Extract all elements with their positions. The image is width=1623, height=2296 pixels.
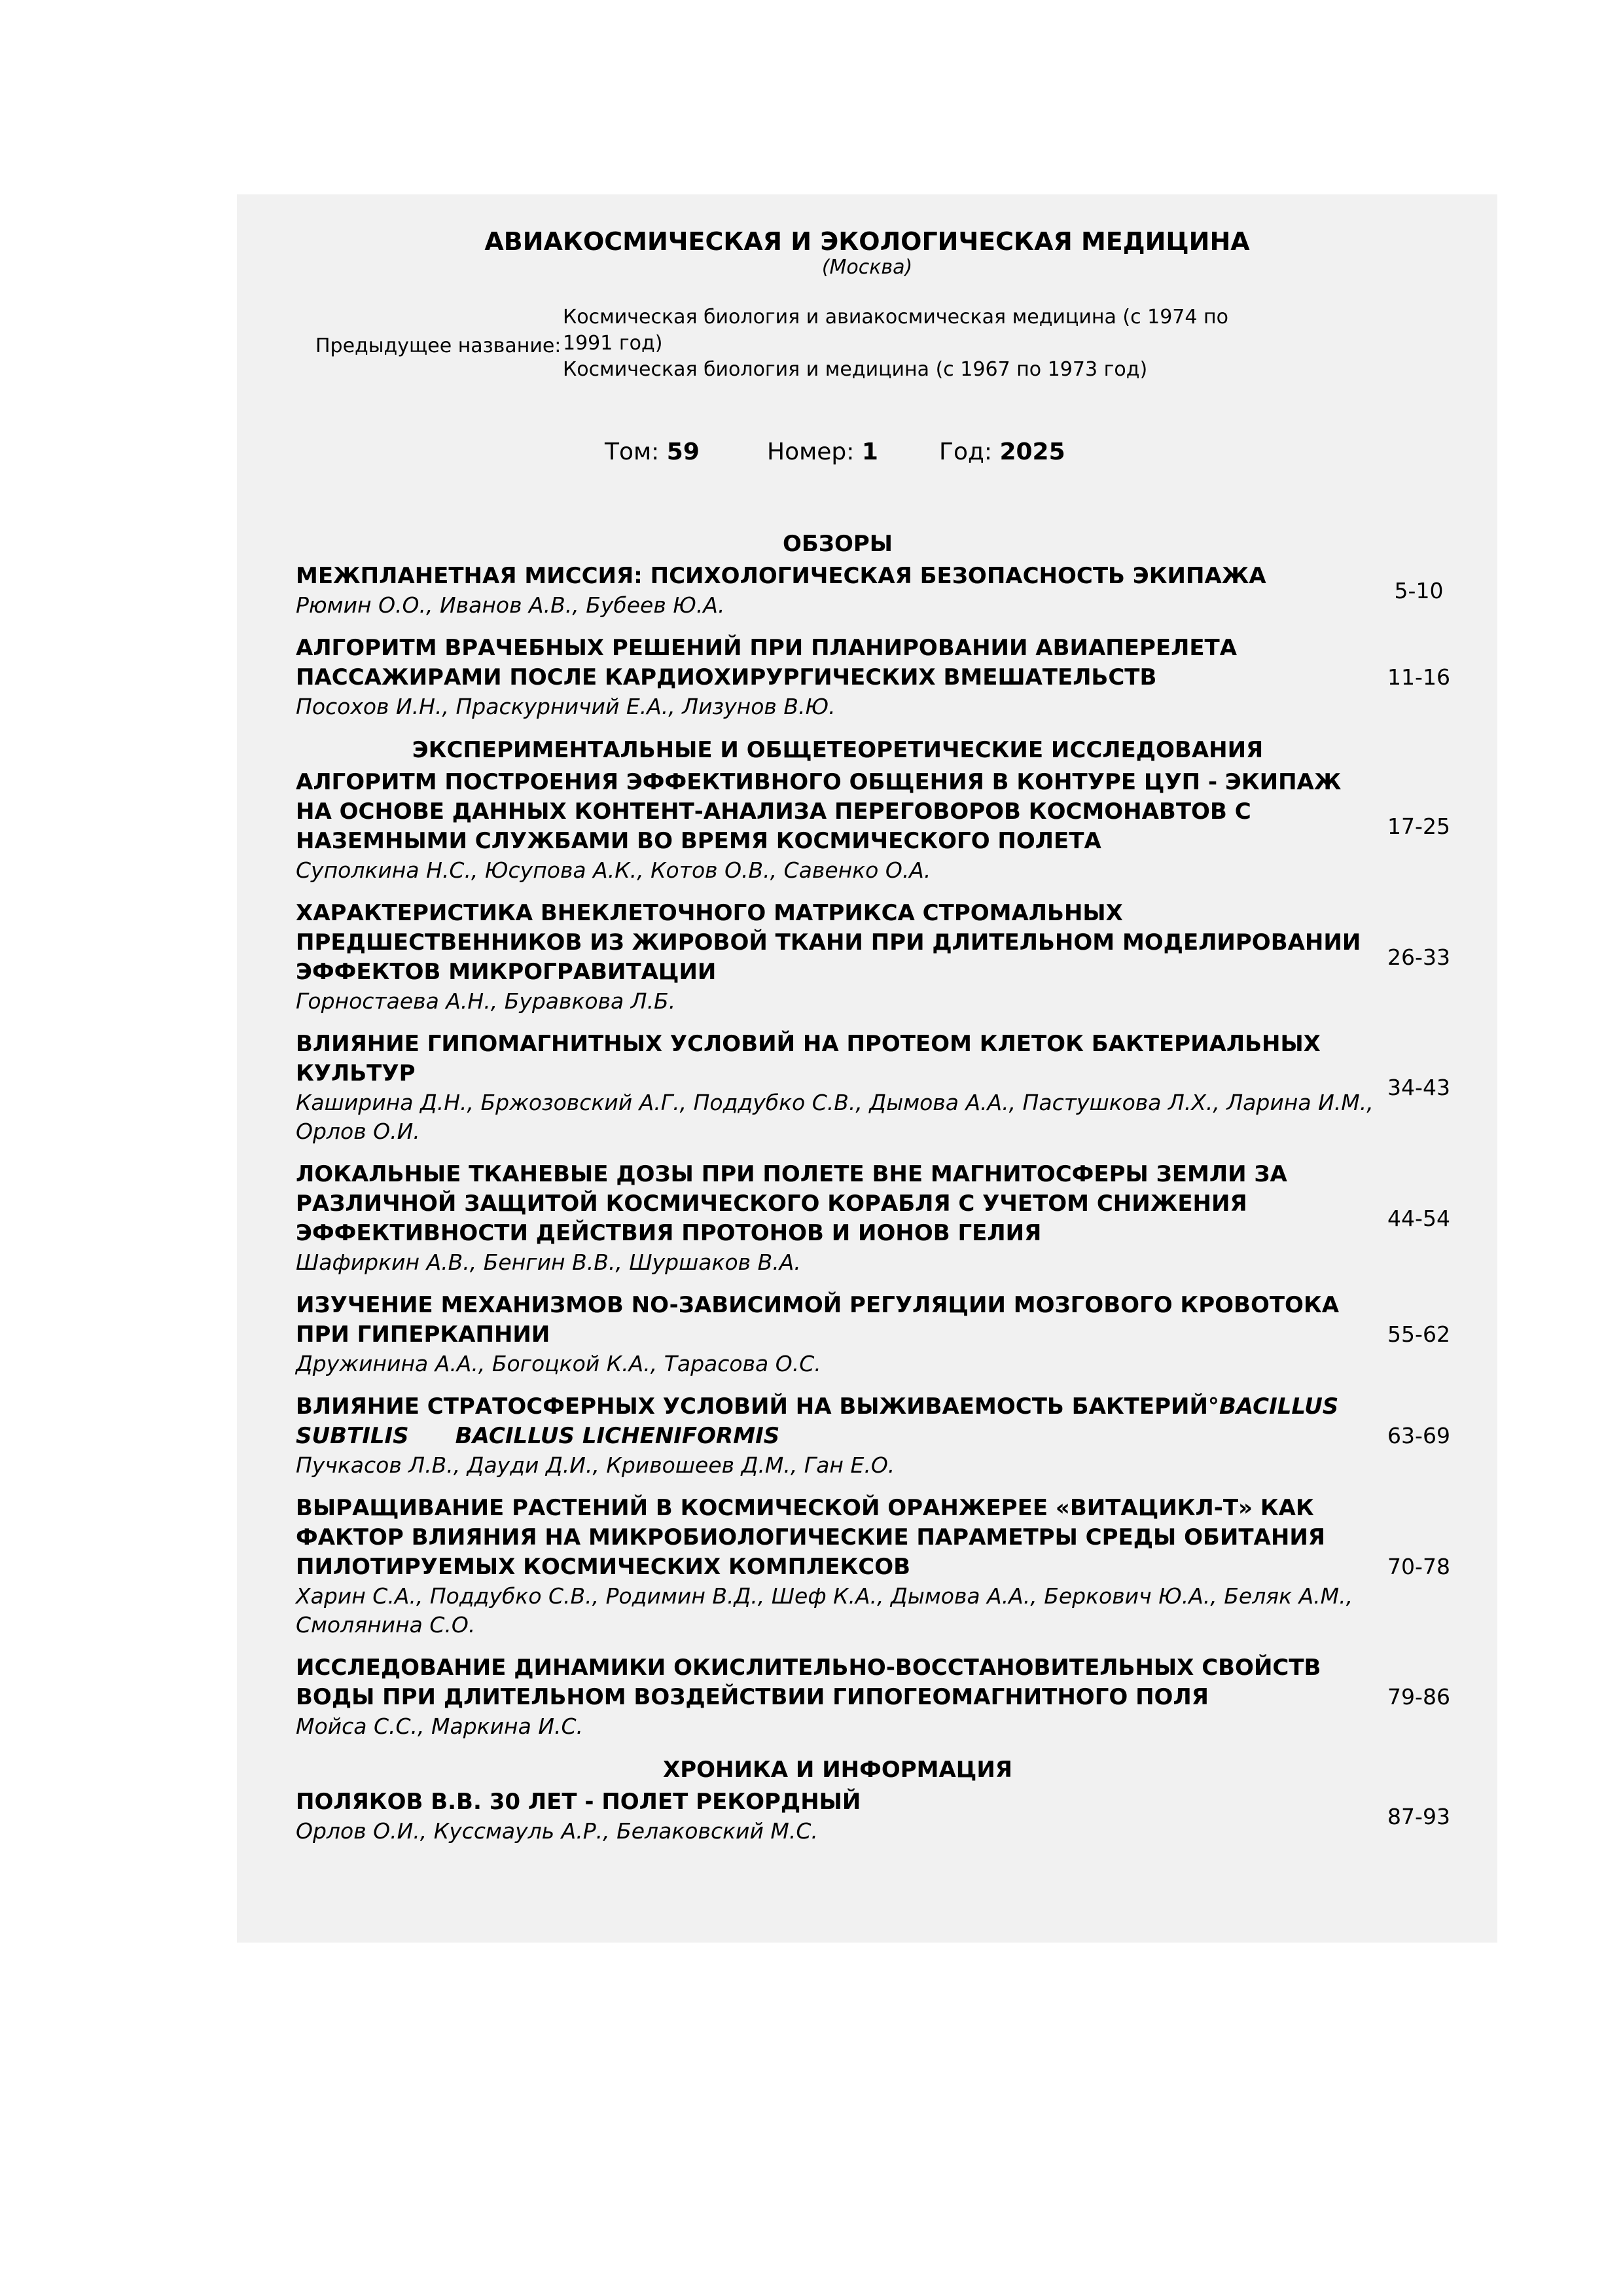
article-pages: 44-54 <box>1387 1205 1450 1231</box>
article-entry <box>296 1030 1458 1146</box>
section-heading: ОБЗОРЫ <box>782 531 893 557</box>
table-of-contents <box>296 529 1458 1859</box>
article-text <box>296 634 1380 721</box>
issue-year-label: Год: <box>939 439 992 465</box>
article-pages: 79-86 <box>1387 1684 1450 1710</box>
article-title-link[interactable] <box>296 634 1380 692</box>
volume-label: Том: <box>605 439 660 465</box>
article-text <box>296 1030 1380 1146</box>
article-entry <box>296 562 1458 620</box>
article-authors: Пучкасов Л.В., Дауди Д.И., Кривошеев Д.М., Ган Е.О. <box>296 1452 895 1478</box>
article-title-link[interactable] <box>296 1160 1380 1248</box>
section-heading: ХРОНИКА И ИНФОРМАЦИЯ <box>663 1757 1012 1783</box>
article-title-link[interactable] <box>296 1030 1380 1088</box>
article-pages: 55-62 <box>1387 1321 1450 1347</box>
article-text <box>296 1494 1380 1640</box>
article-title: ХАРАКТЕРИСТИКА ВНЕКЛЕТОЧНОГО МАТРИКСА СТРОМАЛЬНЫХ ПРЕДШЕСТВЕННИКОВ ИЗ ЖИРОВОЙ ТКАНИ ПРИ ДЛИТЕЛЬНОМ МОДЕЛИРОВАНИИ ЭФФЕКТОВ МИКРОГРАВИТАЦИИ <box>296 900 1361 985</box>
article-pages: 26-33 <box>1387 944 1450 970</box>
article-pages: 63-69 <box>1387 1423 1450 1448</box>
article-title-link[interactable] <box>296 1653 1380 1712</box>
article-title-link[interactable] <box>296 768 1380 856</box>
article-title: ВЫРАЩИВАНИЕ РАСТЕНИЙ В КОСМИЧЕСКОЙ ОРАНЖЕРЕЕ «ВИТАЦИКЛ-Т» КАК ФАКТОР ВЛИЯНИЯ НА МИКРОБИОЛОГИЧЕСКИЕ ПАРАМЕТРЫ СРЕДЫ ОБИТАНИЯ ПИЛОТИРУЕМЫХ КОСМИЧЕСКИХ КОМПЛЕКСОВ <box>296 1495 1325 1580</box>
article-pages: 11-16 <box>1387 664 1450 690</box>
article-authors: Орлов О.И., Куссмауль А.Р., Белаковский М.С. <box>296 1818 818 1844</box>
journal-city: (Москва) <box>821 256 913 279</box>
article-authors: Суполкина Н.С., Юсупова А.К., Котов О.В., Савенко О.А. <box>296 857 931 883</box>
previous-title: Космическая биология и медицина (с 1967 по 1973 год) <box>563 358 1148 381</box>
article-text <box>296 768 1380 885</box>
article-entry <box>296 1392 1458 1480</box>
article-text <box>296 1160 1380 1277</box>
article-title-species: BACILLUS SUBTILIS BACILLUS LICHENIFORMIS <box>296 1393 1347 1449</box>
article-title-link[interactable] <box>296 1392 1380 1451</box>
journal-issue-panel <box>237 194 1497 1943</box>
article-entry <box>296 1160 1458 1277</box>
article-text <box>296 1787 1380 1846</box>
section-heading: ЭКСПЕРИМЕНТАЛЬНЫЕ И ОБЩЕТЕОРЕТИЧЕСКИЕ ИССЛЕДОВАНИЯ <box>412 737 1264 763</box>
article-entry <box>296 1291 1458 1378</box>
article-text <box>296 562 1380 620</box>
article-pages: 5-10 <box>1394 577 1444 603</box>
article-title: ЛОКАЛЬНЫЕ ТКАНЕВЫЕ ДОЗЫ ПРИ ПОЛЕТЕ ВНЕ МАГНИТОСФЕРЫ ЗЕМЛИ ЗА РАЗЛИЧНОЙ ЗАЩИТОЙ КОСМИЧЕСКОГО КОРАБЛЯ С УЧЕТОМ СНИЖЕНИЯ ЭФФЕКТИВНОСТИ ДЕЙСТВИЯ ПРОТОНОВ И ИОНОВ ГЕЛИЯ <box>296 1161 1287 1246</box>
article-entry <box>296 634 1458 721</box>
issue-number <box>767 437 878 468</box>
issue-number-label: Номер: <box>767 439 855 465</box>
article-text <box>296 899 1380 1016</box>
article-authors: Посохов И.Н., Праскурничий Е.А., Лизунов В.Ю. <box>296 694 836 719</box>
previous-title-label: Предыдущее название: <box>315 334 562 357</box>
issue-number-value: 1 <box>861 439 878 465</box>
article-pages: 87-93 <box>1387 1803 1450 1829</box>
article-authors: Каширина Д.Н., Бржозовский А.Г., Поддубко С.В., Дымова А.А., Пастушкова Л.Х., Ларина И.М., Орлов О.И. <box>296 1090 1374 1144</box>
article-title: МЕЖПЛАНЕТНАЯ МИССИЯ: ПСИХОЛОГИЧЕСКАЯ БЕЗОПАСНОСТЬ ЭКИПАЖА <box>296 563 1266 589</box>
article-text <box>296 1392 1380 1480</box>
article-title: ИЗУЧЕНИЕ МЕХАНИЗМОВ NO-ЗАВИСИМОЙ РЕГУЛЯЦИИ МОЗГОВОГО КРОВОТОКА ПРИ ГИПЕРКАПНИИ <box>296 1292 1340 1348</box>
article-authors: Горностаева А.Н., Буравкова Л.Б. <box>296 988 676 1014</box>
issue-year-value: 2025 <box>999 439 1065 465</box>
article-title-link[interactable] <box>296 1787 1380 1817</box>
article-authors: Рюмин О.О., Иванов А.В., Бубеев Ю.А. <box>296 592 725 618</box>
article-entry <box>296 1787 1458 1846</box>
journal-title[interactable]: АВИАКОСМИЧЕСКАЯ И ЭКОЛОГИЧЕСКАЯ МЕДИЦИНА <box>484 227 1250 256</box>
article-authors: Шафиркин А.В., Бенгин В.В., Шуршаков В.А. <box>296 1249 801 1275</box>
article-authors: Мойса С.С., Маркина И.С. <box>296 1713 584 1739</box>
article-title-link[interactable] <box>296 899 1380 987</box>
article-pages: 34-43 <box>1387 1075 1450 1100</box>
article-pages: 17-25 <box>1387 813 1450 839</box>
article-entry <box>296 899 1458 1016</box>
article-authors: Дружинина А.А., Богоцкой К.А., Тарасова О.С. <box>296 1351 821 1376</box>
volume-value: 59 <box>666 439 700 465</box>
article-title-link[interactable] <box>296 1291 1380 1350</box>
article-entry <box>296 768 1458 885</box>
article-title: ПОЛЯКОВ В.В. 30 ЛЕТ - ПОЛЕТ РЕКОРДНЫЙ <box>296 1789 861 1815</box>
article-title: АЛГОРИТМ ПОСТРОЕНИЯ ЭФФЕКТИВНОГО ОБЩЕНИЯ В КОНТУРЕ ЦУП - ЭКИПАЖ НА ОСНОВЕ ДАННЫХ КОНТЕНТ-АНАЛИЗА ПЕРЕГОВОРОВ КОСМОНАВТОВ С НАЗЕМНЫМИ СЛУЖБАМИ ВО ВРЕМЯ КОСМИЧЕСКОГО ПОЛЕТА <box>296 769 1342 854</box>
article-title: ВЛИЯНИЕ СТРАТОСФЕРНЫХ УСЛОВИЙ НА ВЫЖИВАЕМОСТЬ БАКТЕРИЙ° <box>296 1393 1219 1420</box>
article-title: ИССЛЕДОВАНИЕ ДИНАМИКИ ОКИСЛИТЕЛЬНО-ВОССТАНОВИТЕЛЬНЫХ СВОЙСТВ ВОДЫ ПРИ ДЛИТЕЛЬНОМ ВОЗДЕЙСТВИИ ГИПОГЕОМАГНИТНОГО ПОЛЯ <box>296 1655 1321 1710</box>
article-authors: Харин С.А., Поддубко С.В., Родимин В.Д., Шеф К.А., Дымова А.А., Беркович Ю.А., Беляк А.М., Смолянина С.О. <box>296 1583 1353 1638</box>
article-title-link[interactable] <box>296 1494 1380 1582</box>
previous-title: Космическая биология и авиакосмическая медицина (с 1974 по 1991 год) <box>563 306 1228 355</box>
article-title-link[interactable] <box>296 562 1380 591</box>
previous-titles <box>563 304 1230 383</box>
article-pages: 70-78 <box>1387 1553 1450 1579</box>
article-entry <box>296 1494 1458 1640</box>
article-title: АЛГОРИТМ ВРАЧЕБНЫХ РЕШЕНИЙ ПРИ ПЛАНИРОВАНИИ АВИАПЕРЕЛЕТА ПАССАЖИРАМИ ПОСЛЕ КАРДИОХИРУРГИЧЕСКИХ ВМЕШАТЕЛЬСТВ <box>296 635 1238 691</box>
article-text <box>296 1291 1380 1378</box>
article-entry <box>296 1653 1458 1741</box>
article-text <box>296 1653 1380 1741</box>
article-title: ВЛИЯНИЕ ГИПОМАГНИТНЫХ УСЛОВИЙ НА ПРОТЕОМ КЛЕТОК БАКТЕРИАЛЬНЫХ КУЛЬТУР <box>296 1031 1321 1086</box>
issue-year <box>939 437 1065 468</box>
volume <box>605 437 700 468</box>
